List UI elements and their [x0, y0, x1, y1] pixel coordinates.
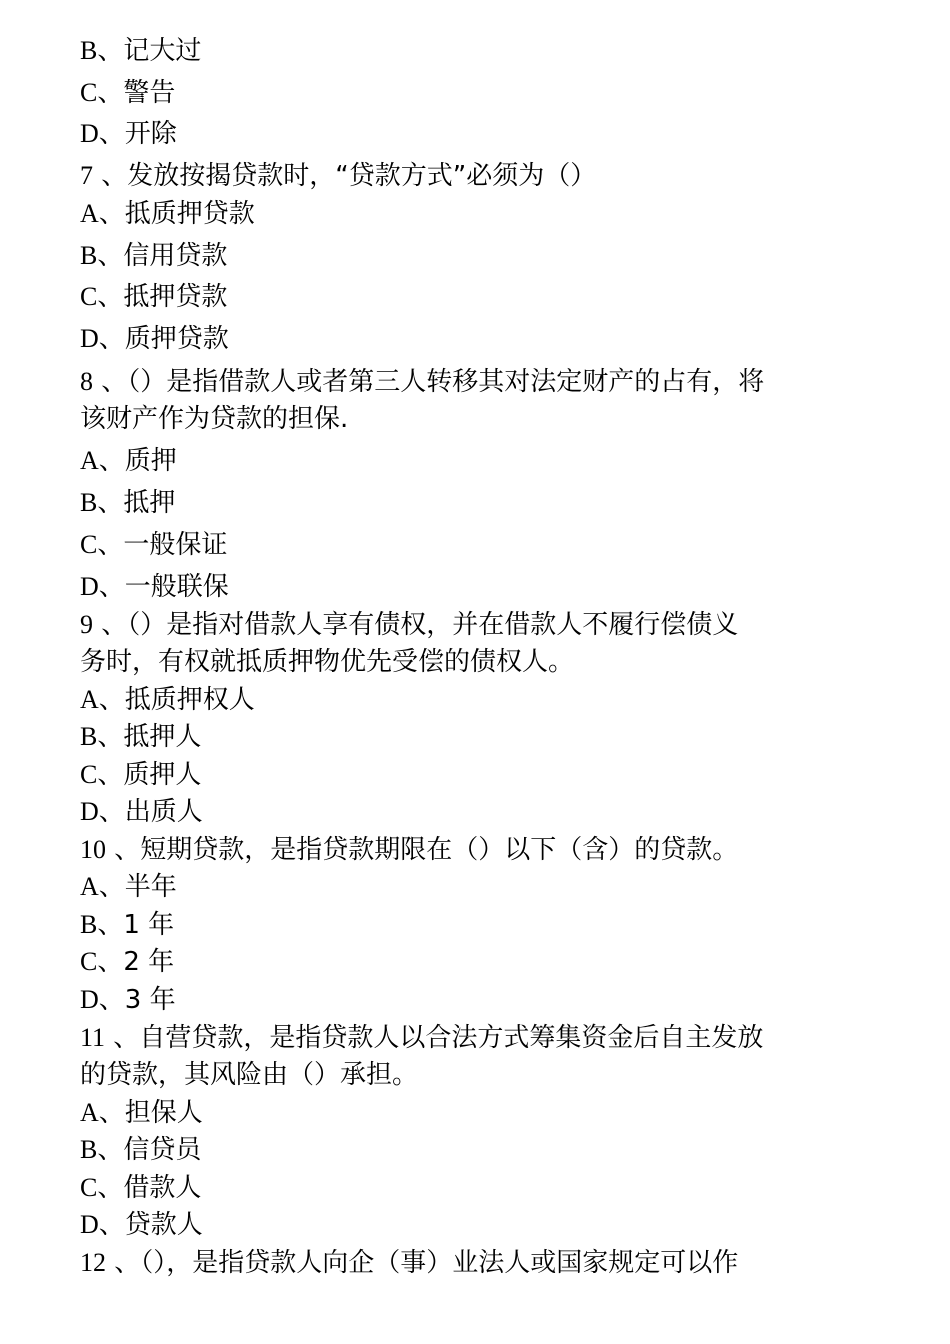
- question-number: 12: [80, 1248, 106, 1277]
- option-marker: B: [80, 241, 98, 270]
- question-text: 的贷款，其风险由（）承担。: [80, 1060, 419, 1090]
- option-text: 抵押人: [123, 722, 202, 752]
- separator: 、: [98, 446, 125, 476]
- option-d-line: [80, 322, 229, 356]
- separator: 、: [97, 282, 124, 312]
- question-10: [80, 833, 738, 867]
- separator: 、: [97, 910, 124, 940]
- separator: 、: [97, 722, 124, 752]
- option-marker: B: [80, 488, 98, 517]
- option-marker: D: [80, 119, 99, 148]
- option-text: 贷款人: [124, 1210, 203, 1240]
- separator: 、: [93, 610, 128, 640]
- question-11: [80, 1021, 763, 1055]
- option-text: 开除: [124, 119, 177, 149]
- separator: 、: [97, 760, 124, 790]
- option-c-line: [80, 76, 175, 110]
- separator: 、: [93, 367, 128, 397]
- separator: 、: [98, 119, 125, 149]
- option-d-line: [80, 1208, 203, 1242]
- separator: 、: [98, 872, 125, 902]
- option-d-line: [80, 570, 229, 604]
- option-marker: D: [80, 797, 99, 826]
- question-12: [80, 1246, 738, 1280]
- option-text: 质押贷款: [124, 324, 229, 354]
- separator: 、: [97, 947, 124, 977]
- separator: 、: [105, 1023, 140, 1053]
- option-b-line: [80, 908, 174, 942]
- separator: 、: [98, 199, 125, 229]
- option-c-line: [80, 528, 227, 562]
- question-text: 发放按揭贷款时，“贷款方式”必须为（）: [127, 161, 597, 191]
- question-number: 8: [80, 367, 93, 396]
- option-text: 抵押贷款: [123, 282, 228, 312]
- separator: 、: [97, 78, 124, 108]
- option-marker: D: [80, 572, 99, 601]
- question-text: 自营贷款，是指贷款人以合法方式筹集资金后自主发放: [139, 1023, 764, 1053]
- option-text: 一般联保: [124, 572, 229, 602]
- question-text: 该财产作为贷款的担保.: [80, 404, 349, 434]
- option-c-line: [80, 280, 227, 314]
- option-marker: D: [80, 1210, 99, 1239]
- option-d-line: [80, 983, 176, 1017]
- option-d-line: [80, 795, 203, 829]
- option-text: 抵质押权人: [124, 685, 255, 715]
- separator: 、: [97, 241, 124, 271]
- option-text: 质押: [124, 446, 177, 476]
- separator: 、: [98, 685, 125, 715]
- separator: 、: [106, 835, 141, 865]
- option-b-line: [80, 486, 175, 520]
- option-marker: A: [80, 1098, 99, 1127]
- option-d-line: [80, 117, 177, 151]
- separator: 、: [97, 1173, 124, 1203]
- option-text: 2 年: [123, 947, 175, 977]
- question-number: 9: [80, 610, 93, 639]
- separator: 、: [97, 488, 124, 518]
- option-marker: B: [80, 36, 98, 65]
- question-number: 7: [80, 161, 93, 190]
- option-marker: B: [80, 1135, 98, 1164]
- option-a-line: [80, 444, 177, 478]
- option-text: 一般保证: [123, 530, 228, 560]
- option-text: 担保人: [124, 1098, 203, 1128]
- option-marker: C: [80, 760, 98, 789]
- option-marker: C: [80, 1173, 98, 1202]
- option-marker: B: [80, 910, 98, 939]
- question-9: [80, 608, 738, 642]
- option-a-line: [80, 683, 255, 717]
- option-b-line: [80, 239, 227, 273]
- option-c-line: [80, 945, 174, 979]
- option-text: 抵质押贷款: [124, 199, 255, 229]
- option-a-line: [80, 870, 177, 904]
- option-marker: A: [80, 199, 99, 228]
- separator: 、: [106, 1248, 141, 1278]
- separator: 、: [97, 1135, 124, 1165]
- option-a-line: [80, 1096, 203, 1130]
- question-text: 短期贷款，是指贷款期限在（）以下（含）的贷款。: [140, 835, 739, 865]
- separator: 、: [97, 530, 124, 560]
- question-text: （）是指对借款人享有债权，并在借款人不履行偿债义: [127, 610, 739, 640]
- option-text: 借款人: [123, 1173, 202, 1203]
- option-text: 信贷员: [123, 1135, 202, 1165]
- option-c-line: [80, 758, 201, 792]
- question-7: [80, 159, 596, 193]
- option-marker: D: [80, 985, 99, 1014]
- separator: 、: [98, 985, 125, 1015]
- separator: 、: [93, 161, 128, 191]
- separator: 、: [98, 1098, 125, 1128]
- option-text: 质押人: [123, 760, 202, 790]
- option-text: 信用贷款: [123, 241, 228, 271]
- option-text: 3 年: [124, 985, 176, 1015]
- separator: 、: [98, 797, 125, 827]
- option-marker: B: [80, 722, 98, 751]
- question-number: 10: [80, 835, 106, 864]
- option-text: 半年: [124, 872, 177, 902]
- separator: 、: [98, 572, 125, 602]
- question-8-continuation: [80, 402, 348, 436]
- option-marker: D: [80, 324, 99, 353]
- question-9-continuation: [80, 645, 574, 679]
- question-number: 11: [80, 1023, 106, 1052]
- option-marker: A: [80, 685, 99, 714]
- option-text: 出质人: [124, 797, 203, 827]
- option-text: 1 年: [123, 910, 175, 940]
- option-marker: A: [80, 872, 99, 901]
- option-marker: C: [80, 530, 98, 559]
- option-b-line: [80, 34, 201, 68]
- option-marker: A: [80, 446, 99, 475]
- option-b-line: [80, 1133, 201, 1167]
- question-text: （）是指借款人或者第三人转移其对法定财产的占有，将: [127, 367, 765, 397]
- option-marker: C: [80, 282, 98, 311]
- option-a-line: [80, 197, 255, 231]
- option-text: 抵押: [123, 488, 176, 518]
- separator: 、: [97, 36, 124, 66]
- option-b-line: [80, 720, 201, 754]
- question-8: [80, 365, 764, 399]
- question-11-continuation: [80, 1058, 418, 1092]
- option-c-line: [80, 1171, 201, 1205]
- option-marker: C: [80, 947, 98, 976]
- option-marker: C: [80, 78, 98, 107]
- separator: 、: [98, 324, 125, 354]
- option-text: 警告: [123, 78, 176, 108]
- question-text: （），是指贷款人向企（事）业法人或国家规定可以作: [140, 1248, 739, 1278]
- option-text: 记大过: [123, 36, 202, 66]
- separator: 、: [98, 1210, 125, 1240]
- question-text: 务时，有权就抵质押物优先受偿的债权人。: [80, 647, 575, 677]
